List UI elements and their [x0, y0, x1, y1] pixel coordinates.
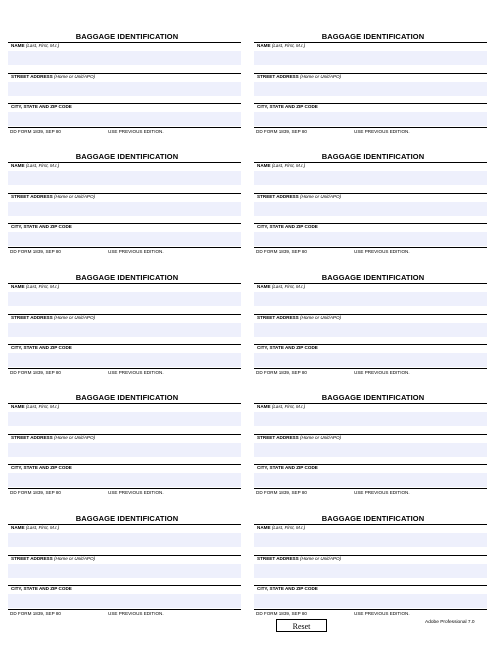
form-number: DD FORM 1839, SEP 80 — [256, 370, 307, 375]
tag-title: BAGGAGE IDENTIFICATION — [321, 152, 425, 161]
software-credit: Adobe Professional 7.0 — [425, 620, 475, 625]
bottom-rule — [254, 127, 487, 128]
form-number: DD FORM 1839, SEP 80 — [256, 611, 307, 616]
form-number: DD FORM 1839, SEP 80 — [10, 370, 61, 375]
name-label: NAME (Last, First, M.I.) — [11, 163, 60, 168]
edition-note: USE PREVIOUS EDITION. — [354, 490, 410, 495]
city-state-zip-input[interactable] — [254, 232, 487, 246]
baggage-tag-4 — [254, 152, 492, 262]
edition-note: USE PREVIOUS EDITION. — [354, 370, 410, 375]
bottom-rule — [8, 247, 241, 248]
edition-note: USE PREVIOUS EDITION. — [108, 370, 164, 375]
street-address-label: STREET ADDRESS (Home or Unit/APO) — [11, 556, 96, 561]
edition-note: USE PREVIOUS EDITION. — [108, 129, 164, 134]
city-state-zip-label: CITY, STATE AND ZIP CODE — [257, 104, 318, 109]
name-input[interactable] — [8, 292, 241, 306]
street-address-label: STREET ADDRESS (Home or Unit/APO) — [257, 556, 342, 561]
name-label: NAME (Last, First, M.I.) — [11, 525, 60, 530]
street-address-input[interactable] — [254, 323, 487, 337]
street-address-label: STREET ADDRESS (Home or Unit/APO) — [257, 435, 342, 440]
form-number: DD FORM 1839, SEP 80 — [256, 129, 307, 134]
bottom-rule — [254, 609, 487, 610]
tag-title: BAGGAGE IDENTIFICATION — [75, 514, 179, 523]
name-input[interactable] — [8, 51, 241, 65]
street-address-input[interactable] — [8, 323, 241, 337]
baggage-tag-10 — [254, 514, 492, 624]
street-address-input[interactable] — [8, 564, 241, 578]
baggage-tag-1 — [8, 32, 246, 142]
tag-title: BAGGAGE IDENTIFICATION — [75, 152, 179, 161]
street-address-input[interactable] — [8, 443, 241, 457]
name-label: NAME (Last, First, M.I.) — [11, 284, 60, 289]
name-label: NAME (Last, First, M.I.) — [11, 43, 60, 48]
city-state-zip-input[interactable] — [254, 353, 487, 367]
city-state-zip-input[interactable] — [8, 594, 241, 608]
baggage-tag-3 — [8, 152, 246, 262]
reset-button[interactable]: Reset — [276, 619, 327, 632]
name-label: NAME (Last, First, M.I.) — [257, 163, 306, 168]
city-state-zip-label: CITY, STATE AND ZIP CODE — [11, 104, 72, 109]
bottom-rule — [254, 488, 487, 489]
tag-title: BAGGAGE IDENTIFICATION — [75, 32, 179, 41]
baggage-tag-6 — [254, 273, 492, 383]
street-address-input[interactable] — [254, 564, 487, 578]
street-address-label: STREET ADDRESS (Home or Unit/APO) — [257, 315, 342, 320]
city-state-zip-label: CITY, STATE AND ZIP CODE — [11, 345, 72, 350]
city-state-zip-input[interactable] — [254, 594, 487, 608]
city-state-zip-input[interactable] — [8, 232, 241, 246]
baggage-tag-5 — [8, 273, 246, 383]
tag-title: BAGGAGE IDENTIFICATION — [321, 273, 425, 282]
city-state-zip-label: CITY, STATE AND ZIP CODE — [11, 224, 72, 229]
tag-title: BAGGAGE IDENTIFICATION — [321, 32, 425, 41]
name-input[interactable] — [254, 51, 487, 65]
street-address-label: STREET ADDRESS (Home or Unit/APO) — [257, 194, 342, 199]
name-label: NAME (Last, First, M.I.) — [257, 525, 306, 530]
street-address-label: STREET ADDRESS (Home or Unit/APO) — [257, 74, 342, 79]
street-address-label: STREET ADDRESS (Home or Unit/APO) — [11, 194, 96, 199]
edition-note: USE PREVIOUS EDITION. — [108, 490, 164, 495]
street-address-label: STREET ADDRESS (Home or Unit/APO) — [11, 315, 96, 320]
city-state-zip-label: CITY, STATE AND ZIP CODE — [11, 465, 72, 470]
tag-title: BAGGAGE IDENTIFICATION — [75, 273, 179, 282]
street-address-label: STREET ADDRESS (Home or Unit/APO) — [11, 74, 96, 79]
bottom-rule — [254, 368, 487, 369]
edition-note: USE PREVIOUS EDITION. — [354, 611, 410, 616]
tag-title: BAGGAGE IDENTIFICATION — [321, 514, 425, 523]
edition-note: USE PREVIOUS EDITION. — [354, 249, 410, 254]
form-number: DD FORM 1839, SEP 80 — [256, 249, 307, 254]
city-state-zip-input[interactable] — [254, 473, 487, 487]
form-number: DD FORM 1839, SEP 80 — [10, 249, 61, 254]
name-input[interactable] — [254, 533, 487, 547]
city-state-zip-input[interactable] — [8, 353, 241, 367]
city-state-zip-input[interactable] — [254, 112, 487, 126]
form-number: DD FORM 1839, SEP 80 — [256, 490, 307, 495]
edition-note: USE PREVIOUS EDITION. — [108, 611, 164, 616]
name-input[interactable] — [254, 171, 487, 185]
baggage-tag-8 — [254, 393, 492, 503]
name-input[interactable] — [254, 292, 487, 306]
street-address-label: STREET ADDRESS (Home or Unit/APO) — [11, 435, 96, 440]
city-state-zip-label: CITY, STATE AND ZIP CODE — [257, 465, 318, 470]
form-number: DD FORM 1839, SEP 80 — [10, 490, 61, 495]
tag-title: BAGGAGE IDENTIFICATION — [75, 393, 179, 402]
tag-title: BAGGAGE IDENTIFICATION — [321, 393, 425, 402]
name-input[interactable] — [8, 171, 241, 185]
bottom-rule — [254, 247, 487, 248]
baggage-tag-7 — [8, 393, 246, 503]
city-state-zip-label: CITY, STATE AND ZIP CODE — [257, 345, 318, 350]
bottom-rule — [8, 488, 241, 489]
bottom-rule — [8, 609, 241, 610]
form-number: DD FORM 1839, SEP 80 — [10, 129, 61, 134]
edition-note: USE PREVIOUS EDITION. — [108, 249, 164, 254]
name-label: NAME (Last, First, M.I.) — [11, 404, 60, 409]
name-input[interactable] — [8, 533, 241, 547]
edition-note: USE PREVIOUS EDITION. — [354, 129, 410, 134]
city-state-zip-label: CITY, STATE AND ZIP CODE — [257, 224, 318, 229]
city-state-zip-label: CITY, STATE AND ZIP CODE — [257, 586, 318, 591]
name-label: NAME (Last, First, M.I.) — [257, 284, 306, 289]
name-label: NAME (Last, First, M.I.) — [257, 43, 306, 48]
city-state-zip-input[interactable] — [8, 112, 241, 126]
street-address-input[interactable] — [254, 202, 487, 216]
form-number: DD FORM 1839, SEP 80 — [10, 611, 61, 616]
city-state-zip-label: CITY, STATE AND ZIP CODE — [11, 586, 72, 591]
street-address-input[interactable] — [254, 82, 487, 96]
street-address-input[interactable] — [8, 82, 241, 96]
street-address-input[interactable] — [8, 202, 241, 216]
city-state-zip-input[interactable] — [8, 473, 241, 487]
baggage-tag-9 — [8, 514, 246, 624]
baggage-tag-2 — [254, 32, 492, 142]
street-address-input[interactable] — [254, 443, 487, 457]
name-input[interactable] — [8, 412, 241, 426]
name-input[interactable] — [254, 412, 487, 426]
name-label: NAME (Last, First, M.I.) — [257, 404, 306, 409]
bottom-rule — [8, 368, 241, 369]
bottom-rule — [8, 127, 241, 128]
